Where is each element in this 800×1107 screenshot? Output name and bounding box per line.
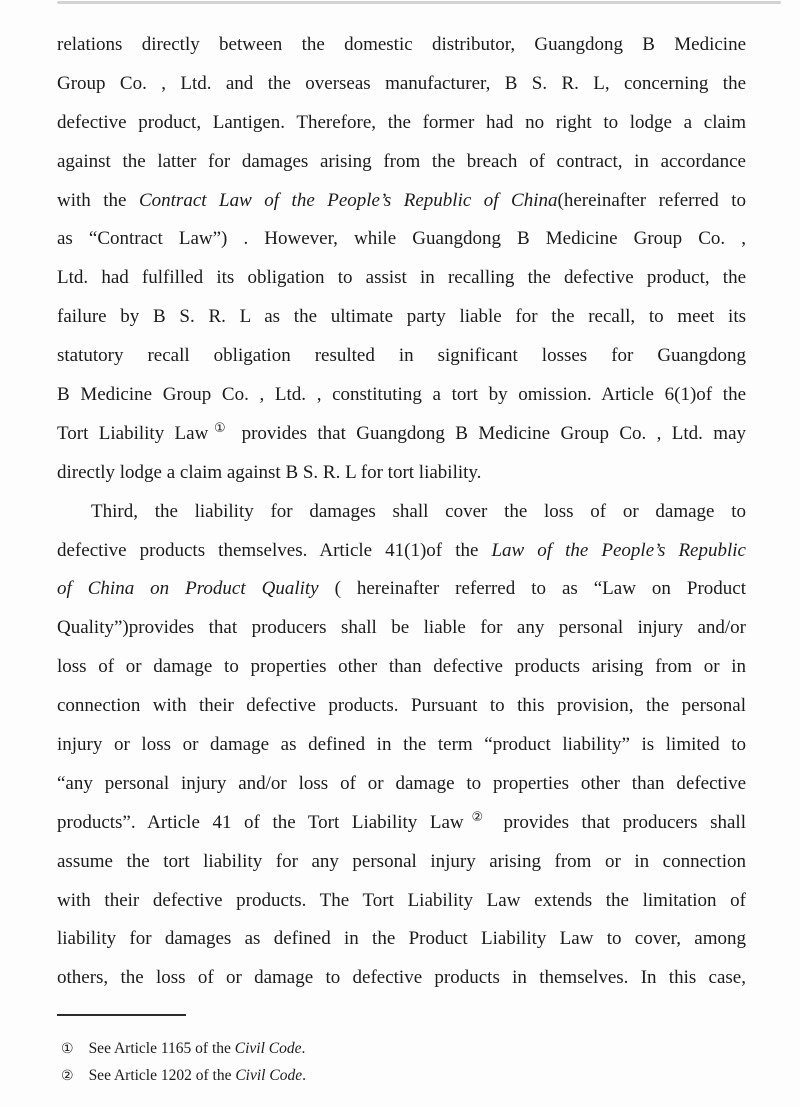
text-line (57, 65, 746, 104)
text-segment: provides that Guangdong B Medicine Group Co. , Ltd. may (231, 422, 746, 444)
footnotes (61, 1036, 761, 1089)
text-segment: Civil Code (234, 1040, 302, 1057)
text-line (57, 220, 746, 259)
footnote-marker: ① (61, 1041, 74, 1057)
text-segment: loss of or damage to properties other than defective products arising from or in (57, 656, 746, 678)
text-line (57, 532, 746, 571)
top-scan-rule (57, 1, 781, 4)
footnote-reference-marker: ② (463, 809, 491, 825)
text-line (57, 26, 746, 65)
text-segment: Law of the People’s Republic (491, 539, 746, 561)
text-segment: . (301, 1040, 306, 1057)
text-segment: Civil Code (235, 1066, 303, 1084)
text-line (57, 726, 746, 765)
text-segment: . (302, 1066, 306, 1084)
text-line (57, 454, 746, 493)
text-line (57, 570, 746, 609)
text-line (57, 337, 746, 376)
text-line (57, 765, 746, 804)
text-segment: (hereinafter referred to (557, 189, 746, 211)
text-segment: others, the loss of or damage to defective products in themselves. In this case, (57, 967, 746, 989)
text-line (57, 648, 746, 687)
text-segment: See Article 1202 of the (88, 1066, 236, 1084)
text-segment: statutory recall obligation resulted in significant losses for Guangdong (57, 345, 746, 367)
text-line (57, 104, 746, 143)
text-line (57, 259, 746, 298)
text-line (57, 182, 746, 221)
text-line (57, 920, 746, 959)
text-line (57, 804, 746, 843)
text-line (57, 609, 746, 648)
text-line (57, 415, 746, 454)
text-segment: injury or loss or damage as defined in the term “product liability” is limited to (57, 734, 746, 756)
text-segment: See Article 1165 of the (88, 1040, 235, 1057)
text-segment: Ltd. had fulfilled its obligation to assist in recalling the defective product, the (57, 267, 746, 289)
text-segment: directly lodge a claim against B S. R. L for tort liability. (57, 461, 482, 483)
footnote-reference-marker: ① (208, 420, 232, 436)
text-segment: ( hereinafter referred to as “Law on Product (318, 578, 746, 600)
text-line (57, 493, 746, 532)
text-segment: liability for damages as defined in the Product Liability Law to cover, among (57, 928, 746, 950)
text-segment: failure by B S. R. L as the ultimate party liable for the recall, to meet its (57, 306, 746, 328)
text-line (57, 687, 746, 726)
text-segment: defective product, Lantigen. Therefore, the former had no right to lodge a claim (57, 111, 746, 133)
text-segment: connection with their defective products. Pursuant to this provision, the personal (57, 695, 746, 717)
text-segment: Tort Liability Law (57, 422, 209, 444)
footnote-marker: ② (61, 1067, 74, 1084)
footnote-separator (57, 1014, 186, 1016)
footnote-item (61, 1036, 761, 1063)
text-line (57, 959, 746, 998)
text-segment: Third, the liability for damages shall cover the loss of or damage to (91, 500, 746, 522)
text-segment: products”. Article 41 of the Tort Liability Law (57, 811, 464, 833)
text-segment: provides that producers shall (490, 811, 746, 833)
text-segment: with their defective products. The Tort Liability Law extends the limitation of (57, 889, 746, 911)
text-segment: relations directly between the domestic distributor, Guangdong B Medicine (57, 34, 746, 55)
text-line (57, 143, 746, 182)
text-segment: as “Contract Law”) . However, while Guangdong B Medicine Group Co. , (57, 228, 746, 250)
text-segment: Contract Law of the People’s Republic of China (138, 189, 558, 211)
text-segment: Group Co. , Ltd. and the overseas manufacturer, B S. R. L, concerning the (57, 72, 746, 94)
paragraph (57, 26, 746, 493)
paragraph (57, 493, 746, 999)
text-segment: assume the tort liability for any personal injury arising from or in connection (57, 850, 746, 872)
text-segment: “any personal injury and/or loss of or damage to properties other than defective (57, 772, 746, 794)
text-segment: defective products themselves. Article 41(1)of the (57, 539, 492, 561)
text-line (57, 882, 746, 921)
footnote-text (89, 1063, 306, 1089)
footnote-item (61, 1063, 761, 1090)
body-text (57, 26, 746, 998)
text-line (57, 843, 746, 882)
text-segment: B Medicine Group Co. , Ltd. , constituting a tort by omission. Article 6(1)of the (57, 384, 746, 406)
text-line (57, 298, 746, 337)
text-segment: with the (57, 189, 139, 211)
text-segment: against the latter for damages arising from the breach of contract, in accordance (57, 150, 746, 172)
footnote-text (89, 1036, 306, 1062)
text-segment: Quality”)provides that producers shall be liable for any personal injury and/or (57, 617, 746, 639)
text-segment: of China on Product Quality (57, 578, 319, 600)
text-line (57, 376, 746, 415)
